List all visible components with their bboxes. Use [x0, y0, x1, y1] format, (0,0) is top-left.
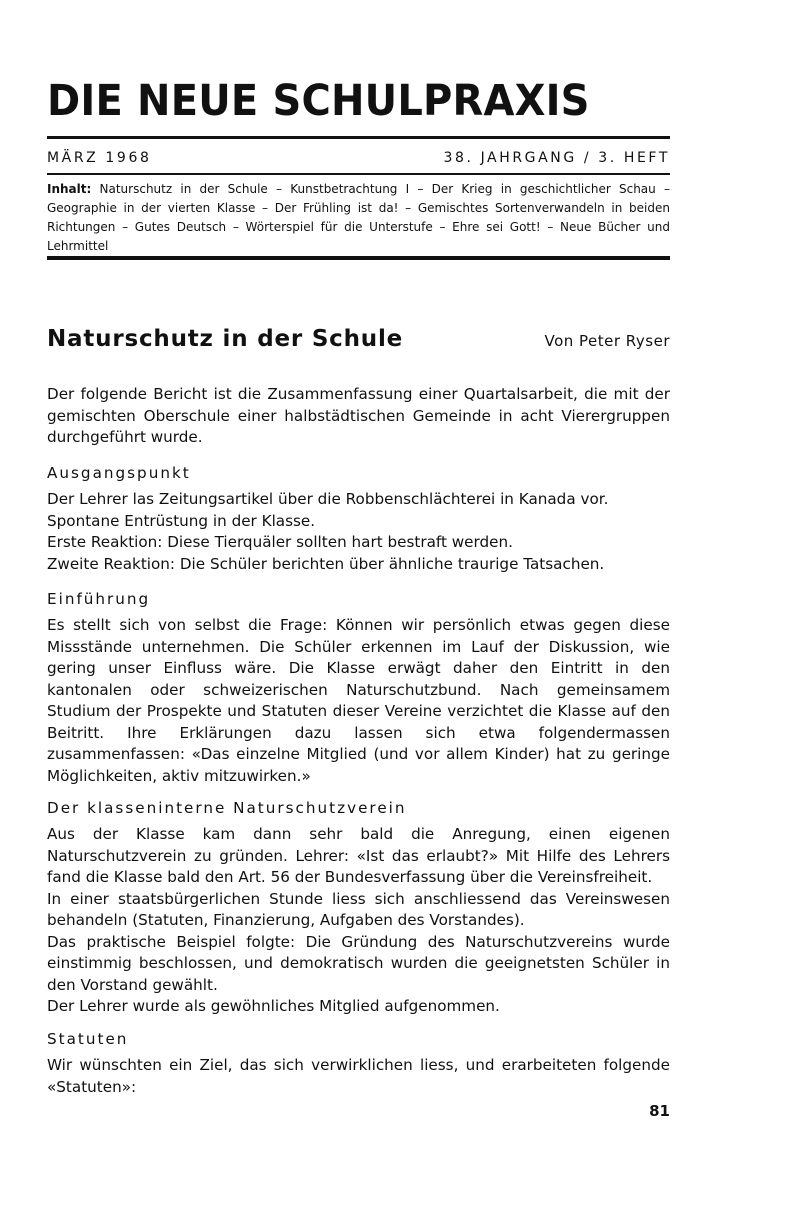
issue-info [47, 148, 670, 168]
paragraph: In einer staatsbürgerlichen Stunde liess sich anschliessend das Vereinswesen behandeln (Statuten, Finanzierung, Aufgaben des Vorstandes). [47, 889, 670, 929]
section-heading: Statuten [47, 1030, 129, 1048]
article-title: Naturschutz in der Schule [47, 326, 404, 352]
paragraph: Wir wünschten ein Ziel, das sich verwirklichen liess, und erarbeiteten folgende «Statuten»: [47, 1056, 670, 1096]
section-heading: Ausgangspunkt [47, 464, 191, 482]
contents-label: Inhalt: [47, 182, 92, 196]
contents-text: Naturschutz in der Schule – Kunstbetrachtung I – Der Krieg in geschichtlicher Schau – Geographie in der vierten Klasse – Der Frühling ist da! – Gemischtes Sortenverwandeln in beiden Richtungen – Gutes Deutsch – Wörterspiel für die Unterstufe – Ehre sei Gott! – Neue Bücher und Lehrmittel [47, 182, 670, 253]
paragraph: Der Lehrer las Zeitungsartikel über die Robbenschlächterei in Kanada vor. [47, 490, 609, 508]
issue-volume: 38. JAHRGANG / 3. HEFT [443, 150, 670, 166]
table-of-contents [47, 180, 670, 256]
paragraph: Das praktische Beispiel folgte: Die Gründung des Naturschutzvereins wurde einstimmig beschlossen, und demokratisch wurden die geeignetsten Schüler in den Vorstand gewählt. [47, 932, 670, 994]
paragraph: Es stellt sich von selbst die Frage: Können wir persönlich etwas gegen diese Missstände unternehmen. Die Schüler erkennen im Lauf der Diskussion, wie gering unser Einfluss wäre. Die Klasse erwägt daher den Eintritt in den kantonalen oder schweizerischen Naturschutzbund. Nach gemeinsamem Studium der Prospekte und Statuten dieser Vereine verzichtet die Klasse auf den Beitritt. Ihre Erklärungen dazu lassen sich etwa folgendermassen zusammenfassen: «Das einzelne Mitglied (und vor allem Kinder) hat zu geringe Möglichkeiten, aktiv mitzuwirken.» [47, 616, 670, 785]
article-header [47, 326, 670, 352]
section-body [47, 824, 670, 1018]
paragraph: Zweite Reaktion: Die Schüler berichten über ähnliche traurige Tatsachen. [47, 554, 605, 573]
paragraph: Aus der Klasse kam dann sehr bald die Anregung, einen eigenen Naturschutzverein zu gründen. Lehrer: «Ist das erlaubt?» Mit Hilfe des Lehrers fand die Klasse bald den Art. 56 der Bundesverfassung über die Vereinsfreiheit. [47, 825, 670, 886]
contents-rule-bottom [47, 256, 670, 260]
section-heading: Der klasseninterne Naturschutzverein [47, 799, 407, 817]
section-body [47, 489, 670, 575]
section-heading: Einführung [47, 590, 151, 608]
page-number: 81 [649, 1102, 670, 1120]
paragraph: Der Lehrer wurde als gewöhnliches Mitglied aufgenommen. [47, 997, 500, 1015]
article-author: Von Peter Ryser [544, 332, 670, 350]
section-body [47, 1055, 670, 1098]
intro-paragraph: Der folgende Bericht ist die Zusammenfassung einer Quartalsarbeit, die mit der gemischten Oberschule einer halbstädtischen Gemeinde in acht Vierergruppen durchgeführt wurde. [47, 385, 670, 446]
masthead-rule-top [47, 136, 670, 139]
paragraph: Spontane Entrüstung in der Klasse. [47, 511, 316, 530]
paragraph: Erste Reaktion: Diese Tierquäler sollten hart bestraft werden. [47, 533, 513, 551]
issue-date: MÄRZ 1968 [47, 150, 152, 166]
issue-rule [47, 173, 670, 175]
article-intro [47, 384, 670, 449]
section-body [47, 615, 670, 787]
journal-title: DIE NEUE SCHULPRAXIS [47, 76, 590, 126]
